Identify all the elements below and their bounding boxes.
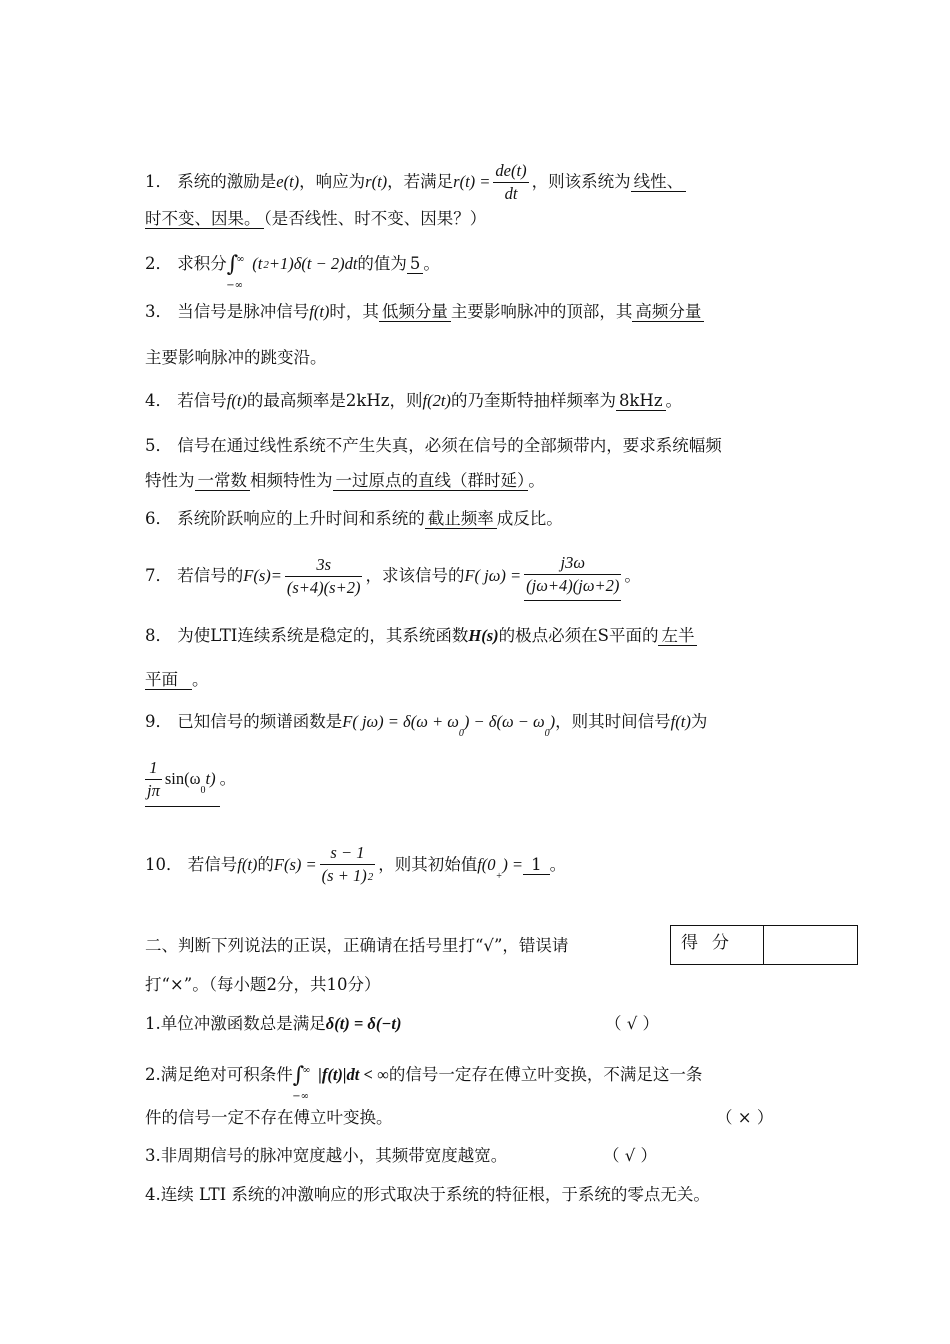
judgement-1 [145,1012,401,1036]
q9-ans-t: t) [205,769,216,788]
q7-number: 7． [145,566,172,585]
question-8-line1 [145,624,697,648]
q5-end: 。 [528,471,545,490]
q10-end: 。 [549,855,567,874]
q10-text: ，则其初始值 [378,855,478,874]
j2-text: 的信号一定存在傅立叶变换，不满足这一条 [388,1065,703,1084]
q7-end: 。 [624,566,641,585]
j1-expr: δ(t) = δ(−t) [325,1014,402,1033]
q9-spectrum: ) [549,712,556,731]
q9-ans-num: 1 [149,758,158,777]
section-2-heading-line1: 二、判断下列说法的正误，正确请在括号里打“√”，错误请 [145,936,569,955]
q8-text: 为使LTI连续系统是稳定的，其系统函数 [177,626,469,645]
q2-expr: +1)δ(t − 2)dt [268,254,358,273]
q10-text: 的 [257,855,274,874]
question-1-line1 [145,160,686,205]
q7-frac-num: 3s [316,555,331,574]
question-1-line2 [145,207,486,231]
judgement-2-line1 [145,1063,703,1102]
q2-end: 。 [423,254,440,273]
q4-text: 的乃奎斯特抽样频率为 [450,391,616,410]
q10-subscript: + [495,871,503,882]
q3-number: 3． [145,302,172,321]
q8-text: 的极点必须在S平面的 [498,626,659,645]
q1-answer-2: 时不变、因果。 [145,209,264,229]
score-box [670,925,858,965]
q5-number: 5． [145,436,172,455]
j3-mark: （ √ ） [603,1146,658,1165]
question-4 [145,389,682,413]
integral-limits [226,252,252,291]
lower-limit: −∞ [226,280,243,291]
q9-signal: f(t) [670,712,691,731]
q6-number: 6． [145,509,172,528]
q1-excitation: e(t) [276,172,300,191]
q9-ans-den: jπ [147,781,160,800]
q5-text: 信号在通过线性系统不产生失真，必须在信号的全部频带内，要求系统幅频 [177,436,722,455]
question-5-line1 [145,434,722,458]
q3-text: 主要影响脉冲的跳变沿。 [145,348,327,367]
q3-text: 当信号是脉冲信号 [177,302,310,321]
q7-fraction [285,554,363,599]
q9-spectrum: ) − δ(ω − ω [463,712,545,731]
section-2-heading-line2: 打“×”。（每小题2分，共10分） [145,975,381,994]
q2-text: 的值为 [357,254,407,273]
q9-ans-fraction [145,757,162,802]
q7-answer [524,552,621,601]
j2-text: 件的信号一定不存在傅立叶变换。 [145,1108,393,1127]
q9-answer [145,757,220,807]
q4-text: 的最高频率是2kHz，则 [246,391,423,410]
q3-signal: f(t) [309,302,330,321]
q8-number: 8． [145,626,172,645]
q10-signal: f(t) [237,855,258,874]
integral-symbol: ∫ [226,252,239,277]
q9-text: 为 [690,712,708,731]
q3-text: 时，其 [329,302,379,321]
question-8-line2 [145,668,209,692]
judgement-4: 4.连续 LTI 系统的冲激响应的形式取决于系统的特征根，于系统的零点无关。 [145,1185,710,1204]
q1-lhs: r(t) = [453,172,491,191]
q5-text: 特性为 [145,471,195,490]
q7-text: ，求该信号的 [365,566,465,585]
q8-transfer-function: H(s) [468,626,499,645]
q5-answer-2: 一过原点的直线（群时延） [333,471,529,491]
q2-text: 求积分 [177,254,227,273]
q10-number: 10． [145,855,183,874]
q4-signal-2t: f(2t) [422,391,451,410]
q9-text: 已知信号的频谱函数是 [177,712,343,731]
q1-text: ，若满足 [387,172,454,191]
upper-limit: ∞ [236,254,245,265]
q6-text: 成反比。 [496,509,563,528]
q10-frac-num: s − 1 [330,843,365,862]
q7-ans-den: (jω+4)(jω+2) [526,576,620,595]
q10-initial: ) = [502,855,524,874]
q7-text: 若信号的 [177,566,244,585]
q10-fraction [320,842,376,889]
q9-ans-sin: sin(ω [164,769,201,788]
q9-ans-subscript: 0 [200,785,206,796]
j2-mark: （ × ） [716,1108,774,1127]
q2-answer: 5 [407,254,424,274]
q3-answer-2: 高频分量 [632,302,704,322]
q1-frac-den: dt [493,182,528,205]
q1-text: 系统的激励是 [177,172,277,191]
q9-subscript: 0 [458,728,464,739]
q9-end: 。 [219,769,237,788]
q4-end: 。 [665,391,683,410]
lower-limit: −∞ [292,1091,309,1102]
question-6 [145,507,563,531]
q9-number: 9． [145,712,172,731]
q3-answer-1: 低频分量 [379,302,451,322]
integral-limits [292,1063,318,1102]
q2-number: 2． [145,254,172,273]
q4-number: 4． [145,391,172,410]
upper-limit: ∞ [302,1065,311,1076]
q7-Fs: F(s)= [243,566,282,585]
judgement-3: 3.非周期信号的脉冲宽度越小，其频带宽度越宽。 [145,1146,508,1165]
q10-frac-den-base: (s + 1) [321,866,367,885]
q1-text: ，则该系统为 [531,172,631,191]
integral-symbol: ∫ [292,1063,305,1088]
q10-text: 若信号 [187,855,238,874]
q6-text: 系统阶跃响应的上升时间和系统的 [177,509,425,528]
j1-text: 1.单位冲激函数总是满足 [145,1014,326,1033]
q7-ans-num: j3ω [560,553,585,572]
question-5-line2 [145,469,545,493]
question-3-line1 [145,300,704,324]
q1-fraction [493,160,528,205]
q1-response: r(t) [365,172,388,191]
q5-answer-1: 一常数 [195,471,251,491]
question-2 [145,252,440,291]
q6-answer: 截止频率 [425,509,497,529]
q8-answer-2: 平面 [145,670,192,690]
q10-Fs: F(s) = [273,855,317,874]
q1-text: ，响应为 [299,172,366,191]
q4-answer: 8kHz [616,391,666,411]
q1-frac-num: de(t) [495,161,527,180]
question-3-line2 [145,346,327,370]
q7-frac-den: (s+4)(s+2) [286,578,361,597]
q4-text: 若信号 [177,391,227,410]
question-9-line1 [145,710,707,737]
q9-subscript: 0 [544,728,550,739]
judgement-2-line2 [145,1106,393,1130]
q10-answer: 1 [523,855,550,875]
j2-expr: |f(t)|dt < ∞ [318,1065,389,1084]
question-7 [145,552,641,601]
q3-text: 主要影响脉冲的顶部，其 [450,302,633,321]
score-label: 得分 [671,926,764,964]
question-10 [145,842,566,889]
q1-answer-1: 线性、 [631,172,687,192]
j1-mark: （ √ ） [605,1014,660,1033]
q8-answer-1: 左半 [658,626,697,646]
q10-frac-den-exp: 2 [367,871,374,883]
q2-expr: (t [252,254,263,273]
score-field[interactable] [764,926,857,964]
question-9-line2 [145,757,236,807]
q8-end: 。 [192,670,209,689]
q9-spectrum: F( jω) = δ(ω + ω [342,712,459,731]
q1-hint: （是否线性、时不变、因果？） [263,209,487,228]
q7-Fjw: F( jω) = [464,566,522,585]
q10-initial: f(0 [477,855,496,874]
q5-text: 相频特性为 [250,471,333,490]
q9-text: ，则其时间信号 [555,712,671,731]
q4-signal: f(t) [226,391,247,410]
j2-text: 2.满足绝对可积条件 [145,1065,293,1084]
q2-exponent: 2 [263,259,269,271]
q10-frac-den [320,864,376,889]
q1-number: 1． [145,172,172,191]
